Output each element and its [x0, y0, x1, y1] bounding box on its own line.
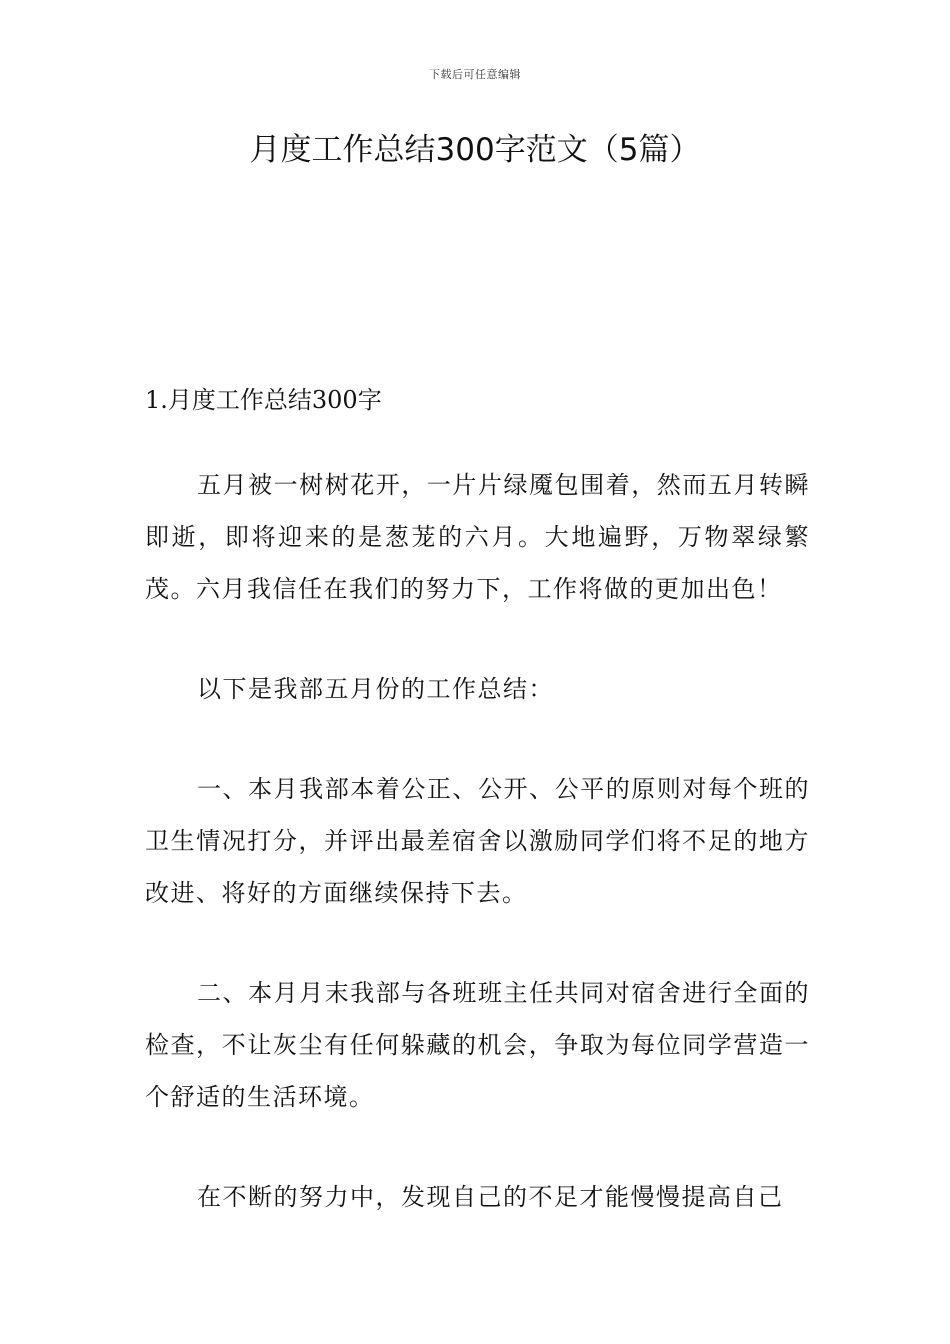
paragraph-intro: 五月被一树树花开，一片片绿魇包围着，然而五月转瞬即逝，即将迎来的是葱茏的六月。大地遍野，万物翠绿繁茂。六月我信任在我们的努力下，工作将做的更加出色！	[145, 471, 810, 603]
document-body	[145, 376, 810, 1223]
paragraph-item-one: 一、本月我部本着公正、公开、公平的原则对每个班的卫生情况打分，并评出最差宿舍以激励同学们将不足的地方改进、将好的方面继续保持下去。	[145, 775, 810, 907]
header-note: 下载后可任意编辑	[429, 68, 521, 81]
paragraph-closing: 在不断的努力中，发现自己的不足才能慢慢提高自己	[197, 1183, 784, 1211]
section-heading: 1.月度工作总结300字	[145, 386, 382, 414]
paragraph-summary-lead: 以下是我部五月份的工作总结：	[197, 675, 554, 703]
document-title: 月度工作总结300字范文（5篇）	[249, 132, 701, 168]
paragraph-item-two: 二、本月月末我部与各班班主任共同对宿舍进行全面的检查，不让灰尘有任何躲藏的机会，争取为每位同学营造一个舒适的生活环境。	[145, 979, 810, 1111]
